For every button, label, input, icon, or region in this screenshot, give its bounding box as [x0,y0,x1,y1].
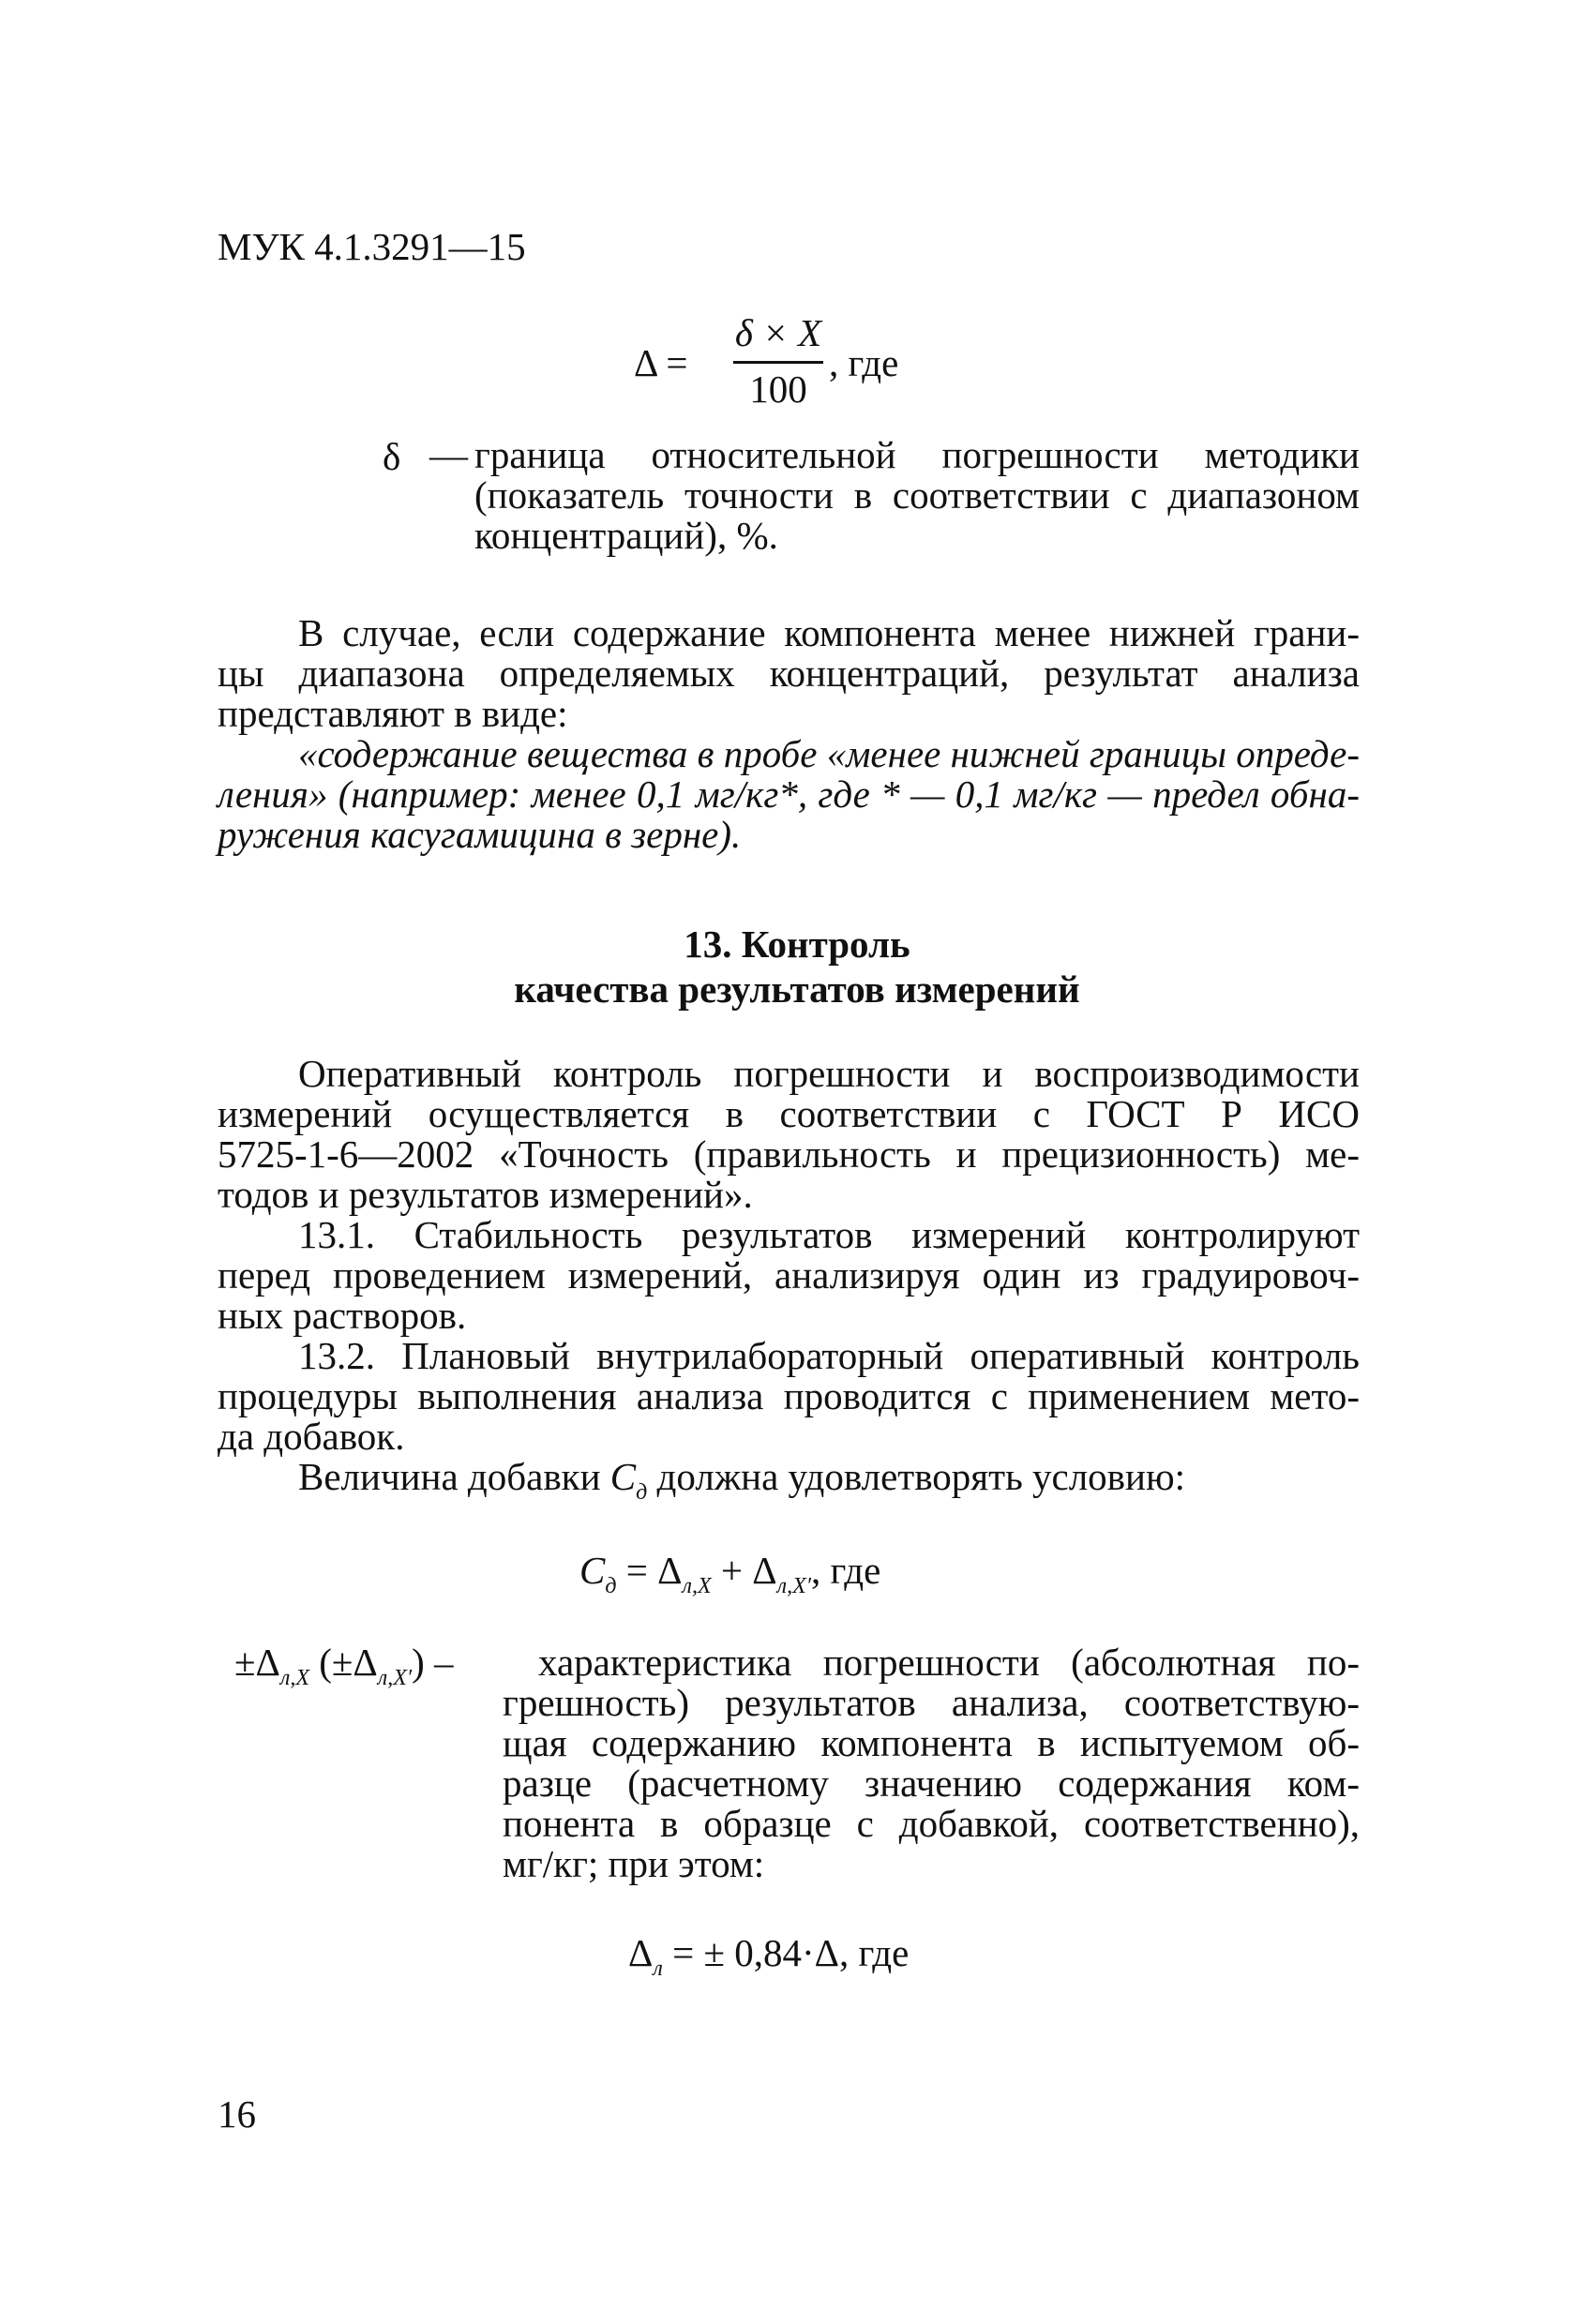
delta-def-line-1: граница относительной погрешности методики [474,433,1360,476]
formula2-c: C [579,1549,606,1592]
para5-symbol-sub: д [636,1480,648,1505]
formula-denominator: 100 [749,367,807,411]
para1-italic-line-2: ления» (например: менее 0,1 мг/кг*, где * — 0,1 мг/кг — предел обна- [218,772,1360,816]
paragraph-addition-condition [298,1453,1185,1507]
para5-after: должна удовлетворять условию: [647,1455,1185,1498]
formula2-sub2: л,X′ [776,1574,811,1598]
delta-l-def-line-4: разце (расчетному значению содержания ком- [503,1762,1360,1805]
delta-l-sub1: л,X [279,1666,309,1690]
para2-line-1: Оперативный контроль погрешности и воспроизводимости [298,1052,1360,1095]
para3-line-2: перед проведением измерений, анализируя один из градуировоч- [218,1253,1360,1297]
para5-before: Величина добавки [298,1455,610,1498]
delta-l-sub2: л,X′ [377,1666,413,1690]
formula-addition [579,1547,880,1600]
formula2-sub1: л,X [682,1574,712,1598]
para4-line-3: да добавок. [218,1415,405,1458]
para1-italic-line-1: «содержание вещества в пробе «менее нижней границы опреде- [298,732,1360,775]
delta-l-def-line-6: мг/кг; при этом: [503,1842,765,1885]
para2-line-3: 5725-1-6—2002 «Точность (правильность и прецизионность) ме- [218,1132,1360,1176]
para3-line-1: 13.1. Стабильность результатов измерений контролируют [298,1213,1360,1256]
para5-symbol: C [609,1455,637,1498]
delta-dash: — [429,433,468,476]
formula-lhs: Δ = [634,341,688,384]
formula3-sub: л [653,1957,663,1981]
delta-l-close: ) – [412,1641,454,1684]
para2-line-4: тодов и результатов измерений». [218,1173,753,1216]
section-title-line-2: качества результатов измерений [514,967,1080,1011]
para1-line-3: представляют в виде: [218,692,568,735]
delta-def-line-2: (показатель точности в соответствии с диапазоном [474,473,1360,517]
formula3-delta: Δ [628,1931,654,1974]
formula2-plus: + Δ [711,1549,777,1592]
formula-tail: , где [829,341,899,384]
delta-l-def-line-3: щая содержанию компонента в испытуемом об- [503,1721,1360,1764]
delta-symbol: δ [383,435,401,478]
formula3-tail: где [849,1931,910,1974]
formula-delta-l [628,1929,909,1983]
para4-line-1: 13.2. Плановый внутрилабораторный оперативный контроль [298,1334,1360,1377]
para2-line-2: измерений осуществляется в соответствии с ГОСТ Р ИСО [218,1092,1360,1135]
formula2-c-sub: д [605,1574,617,1598]
formula2-tail: , где [811,1549,881,1592]
formula2-eq: = Δ [616,1549,683,1592]
delta-l-def-line-1: характеристика погрешности (абсолютная по- [538,1641,1360,1684]
document-code: МУК 4.1.3291—15 [218,225,526,268]
para4-line-2: процедуры выполнения анализа проводится с применением мето- [218,1374,1360,1417]
formula3-rhs: = ± 0,84·Δ, [662,1931,850,1974]
para3-line-3: ных растворов. [218,1294,467,1337]
page-number: 16 [218,2092,256,2136]
formula-numerator: δ × X [734,311,822,354]
delta-def-line-3: концентраций), %. [474,514,778,557]
section-title-line-1: 13. Контроль [684,922,910,966]
delta-l-def-line-2: грешность) результатов анализа, соответствую- [503,1681,1360,1724]
para1-line-2: цы диапазона определяемых концентраций, результат анализа [218,652,1360,695]
fraction-bar [733,361,823,364]
delta-l-open: (±Δ [309,1641,378,1684]
para1-line-1: В случае, если содержание компонента менее нижней грани- [298,611,1360,654]
delta-l-pm1: ±Δ [234,1641,280,1684]
delta-l-symbols [234,1639,454,1692]
para1-italic-line-3: ружения касугамицина в зерне). [218,813,742,856]
delta-l-def-line-5: понента в образце с добавкой, соответственно), [503,1802,1360,1845]
